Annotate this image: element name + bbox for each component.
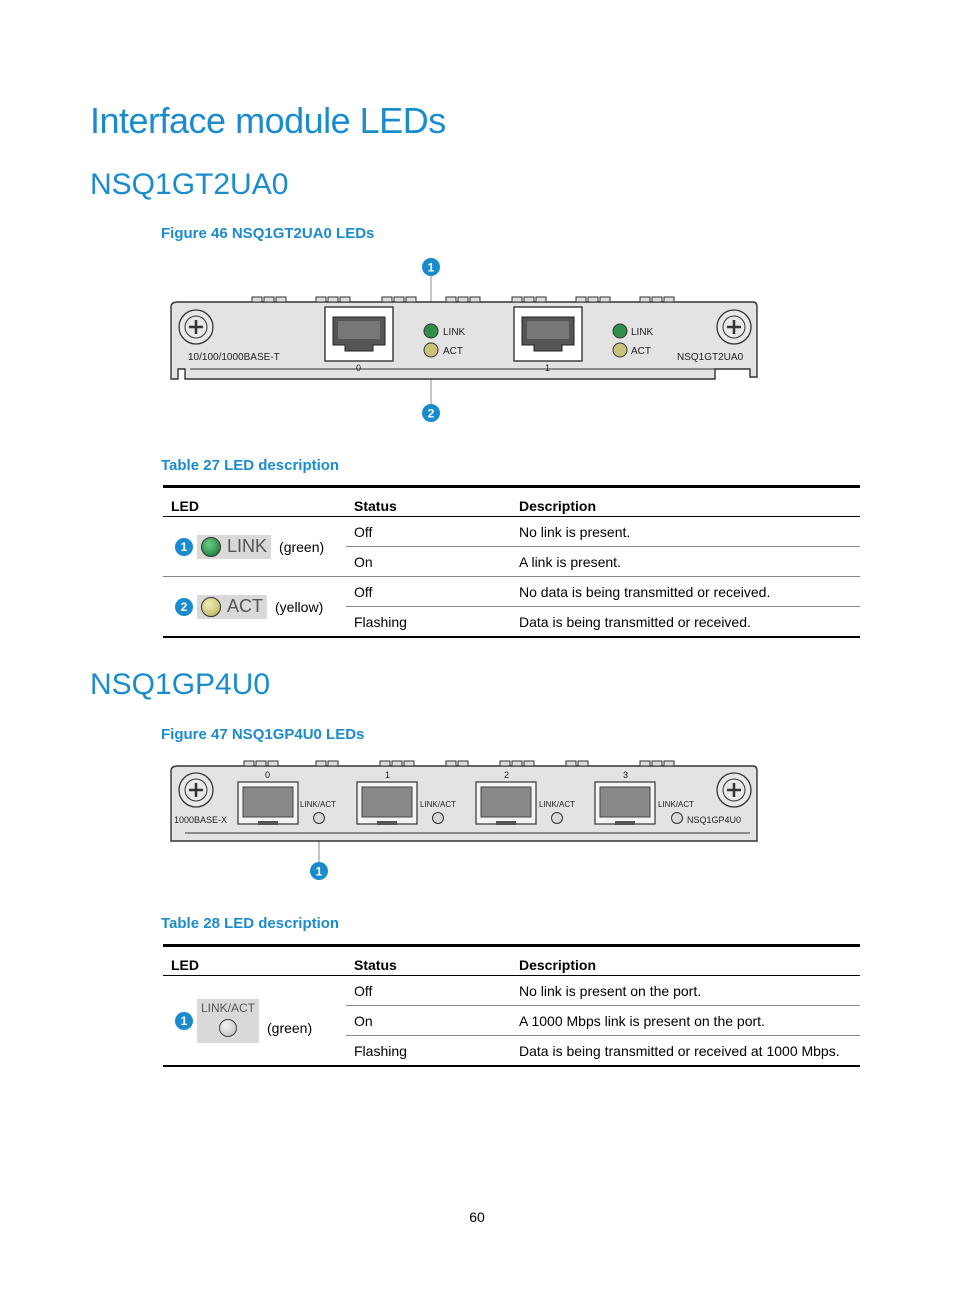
status-cell: Off bbox=[354, 523, 373, 540]
column-header-led: LED bbox=[163, 487, 346, 517]
callout-2-label: 2 bbox=[427, 406, 435, 421]
port-number-1: 1 bbox=[385, 770, 391, 780]
link-act-led-2 bbox=[552, 813, 563, 824]
port-number-3: 3 bbox=[623, 770, 629, 780]
callout-2-icon: 2 bbox=[175, 598, 193, 616]
screw-icon bbox=[179, 773, 213, 807]
description-cell: No link is present on the port. bbox=[519, 982, 702, 999]
callout-1-label: 1 bbox=[427, 260, 435, 275]
description-cell: No link is present. bbox=[519, 523, 631, 540]
link-act-label-2: LINK/ACT bbox=[539, 800, 576, 809]
act-led-text: ACT bbox=[227, 596, 263, 616]
table-27-caption: Table 27 LED description bbox=[161, 457, 340, 474]
table-28 bbox=[163, 944, 860, 1067]
link-act-led-3 bbox=[672, 813, 683, 824]
link-led-0 bbox=[424, 324, 438, 338]
status-cell: On bbox=[346, 547, 511, 577]
link-led-text: LINK bbox=[227, 536, 268, 556]
port-number-2: 2 bbox=[504, 770, 510, 780]
nsq1gp4u0-module-diagram bbox=[160, 752, 770, 887]
table-row bbox=[163, 517, 860, 547]
screw-icon bbox=[717, 310, 751, 344]
callout-1-label: 1 bbox=[315, 864, 323, 879]
green-led-icon bbox=[201, 537, 221, 557]
column-header-description: Description bbox=[511, 946, 860, 976]
column-header-status: Status bbox=[346, 487, 511, 517]
rj45-port-1 bbox=[514, 307, 582, 361]
link-label-0: LINK bbox=[443, 327, 466, 338]
figure-46-caption: Figure 46 NSQ1GT2UA0 LEDs bbox=[161, 225, 375, 242]
page-number: 60 bbox=[469, 1209, 485, 1225]
link-led-1 bbox=[613, 324, 627, 338]
act-led-0 bbox=[424, 343, 438, 357]
led-cell-link bbox=[163, 517, 346, 577]
screw-icon bbox=[717, 773, 751, 807]
column-header-status: Status bbox=[346, 946, 511, 976]
link-act-label-1: LINK/ACT bbox=[420, 800, 457, 809]
sfp-port-2 bbox=[476, 782, 536, 825]
link-act-led-0 bbox=[314, 813, 325, 824]
link-act-led-image bbox=[197, 999, 259, 1043]
link-act-led-1 bbox=[433, 813, 444, 824]
led-cell-link-act bbox=[163, 976, 346, 1067]
sfp-port-3 bbox=[595, 782, 655, 825]
act-led-image bbox=[197, 595, 267, 619]
act-led-1 bbox=[613, 343, 627, 357]
table-row bbox=[163, 577, 860, 607]
module-model-label: NSQ1GP4U0 bbox=[687, 815, 742, 825]
description-cell: A link is present. bbox=[511, 547, 860, 577]
page-title: Interface module LEDs bbox=[90, 100, 446, 141]
led-color: (yellow) bbox=[275, 598, 324, 615]
status-cell: Flashing bbox=[346, 607, 511, 638]
description-cell: A 1000 Mbps link is present on the port. bbox=[511, 1006, 860, 1036]
screw-icon bbox=[179, 310, 213, 344]
green-led-icon bbox=[219, 1019, 237, 1037]
status-cell: On bbox=[346, 1006, 511, 1036]
port-number-0: 0 bbox=[265, 770, 271, 780]
description-cell: Data is being transmitted or received at 1000 Mbps. bbox=[511, 1036, 860, 1067]
sfp-port-0 bbox=[238, 782, 298, 825]
nsq1gt2ua0-module-diagram bbox=[160, 255, 770, 425]
port-number-0: 0 bbox=[356, 363, 362, 373]
status-cell: Flashing bbox=[346, 1036, 511, 1067]
led-color: (green) bbox=[267, 1019, 313, 1036]
description-cell: Data is being transmitted or received. bbox=[511, 607, 860, 638]
status-cell: Off bbox=[354, 982, 373, 999]
port-number-1: 1 bbox=[545, 363, 551, 373]
led-color: (green) bbox=[279, 538, 325, 555]
table-28-caption: Table 28 LED description bbox=[161, 915, 340, 932]
led-cell-act bbox=[163, 577, 346, 638]
link-act-label-3: LINK/ACT bbox=[658, 800, 695, 809]
link-act-label-0: LINK/ACT bbox=[300, 800, 337, 809]
column-header-description: Description bbox=[511, 487, 860, 517]
callout-1-icon: 1 bbox=[175, 1012, 193, 1030]
link-led-image bbox=[197, 535, 271, 559]
link-act-led-text: LINK/ACT bbox=[200, 1000, 255, 1015]
column-header-led: LED bbox=[163, 946, 346, 976]
module-model-label: NSQ1GT2UA0 bbox=[677, 352, 744, 363]
table-row bbox=[163, 976, 860, 1006]
module-type-label: 10/100/1000BASE-T bbox=[188, 352, 280, 363]
figure-47-caption: Figure 47 NSQ1GP4U0 LEDs bbox=[161, 726, 365, 743]
yellow-led-icon bbox=[201, 597, 221, 617]
status-cell: Off bbox=[354, 583, 373, 600]
rj45-port-0 bbox=[325, 307, 393, 361]
callout-1-icon: 1 bbox=[175, 538, 193, 556]
act-label-1: ACT bbox=[631, 346, 651, 357]
description-cell: No data is being transmitted or received. bbox=[519, 583, 771, 600]
link-label-1: LINK bbox=[631, 327, 654, 338]
section-heading-nsq1gp4u0: NSQ1GP4U0 bbox=[90, 668, 271, 701]
module-type-label: 1000BASE-X bbox=[174, 815, 228, 825]
sfp-port-1 bbox=[357, 782, 417, 825]
act-label-0: ACT bbox=[443, 346, 463, 357]
table-27 bbox=[163, 485, 860, 638]
section-heading-nsq1gt2ua0: NSQ1GT2UA0 bbox=[90, 168, 289, 201]
